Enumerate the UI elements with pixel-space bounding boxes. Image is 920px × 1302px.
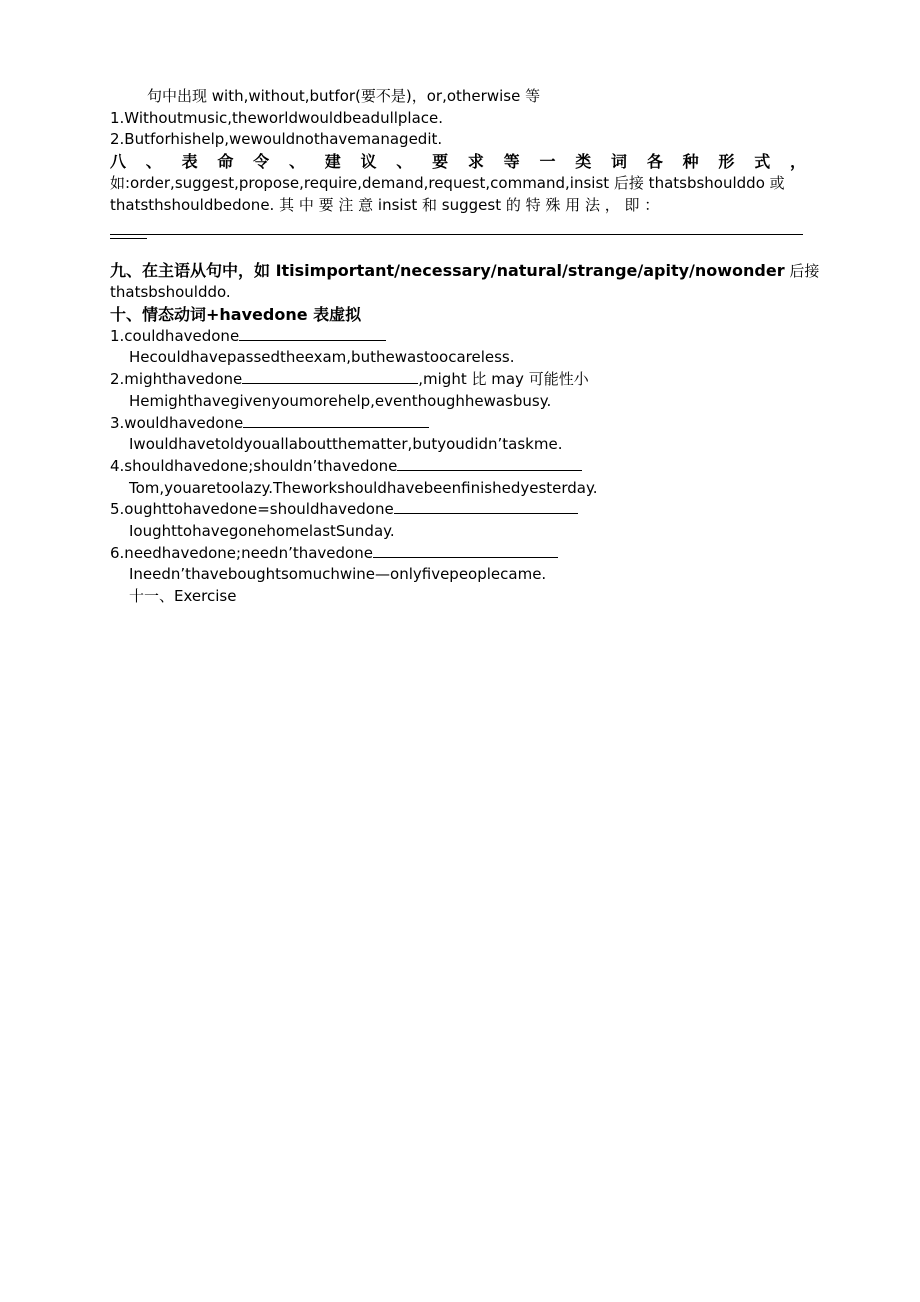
- item-3-example: Iwouldhavetoldyouallaboutthematter,butyoudidn’taskme.: [129, 435, 563, 454]
- item-6-blank[interactable]: [373, 543, 558, 558]
- item-6-example: Ineedn’thaveboughtsomuchwine—onlyfivepeoplecame.: [129, 565, 547, 584]
- example-line-2: 2.Butforhishelp,wewouldnothavemanagedit.: [110, 130, 443, 149]
- item-3-label: 3.wouldhavedone: [110, 413, 244, 432]
- section-9-heading: [110, 260, 820, 283]
- answer-line-full: [110, 216, 806, 238]
- item-4-label: 4.shouldhavedone;shouldn’thavedone: [110, 456, 398, 475]
- item-2-example: Hemighthavegivenyoumorehelp,eventhoughhewasbusy.: [129, 391, 552, 410]
- section-10-heading: 十、情态动词+havedone 表虚拟: [110, 305, 362, 324]
- section-9-heading-tail: 后接: [784, 261, 820, 280]
- example-line-1: 1.Withoutmusic,theworldwouldbeadullplace.: [110, 108, 444, 127]
- item-6: [110, 543, 806, 565]
- item-6-label: 6.needhavedone;needn’thavedone: [110, 543, 373, 562]
- section-8-body-1: 如:order,suggest,propose,require,demand,request,command,insist 后接 thatsbshoulddo 或: [110, 173, 785, 192]
- item-5: [110, 499, 806, 521]
- item-1-example: Hecouldhavepassedtheexam,buthewastoocareless.: [129, 348, 515, 367]
- item-2-blank[interactable]: [242, 369, 418, 384]
- item-5-label: 5.oughttohavedone=shouldhavedone: [110, 500, 394, 519]
- item-4-example: Tom,youaretoolazy.Theworkshouldhavebeenfinishedyesterday.: [129, 478, 598, 497]
- item-1-label: 1.couldhavedone: [110, 326, 240, 345]
- item-4: [110, 456, 806, 478]
- document-page: [110, 86, 820, 608]
- item-2: [110, 369, 806, 391]
- item-2-label: 2.mighthavedone: [110, 370, 243, 389]
- item-5-blank[interactable]: [394, 499, 578, 514]
- intro-line: 句中出现 with,without,butfor(要不是)，or,otherwise 等: [147, 87, 541, 105]
- section-8-body-2: thatsthshouldbedone. 其 中 要 注 意 insist 和 suggest 的 特 殊 用 法 ， 即 ：: [110, 195, 660, 214]
- section-9-body: thatsbshoulddo.: [110, 283, 231, 302]
- answer-line-short: [110, 238, 806, 260]
- section-9-heading-bold: 九、在主语从句中，如 Itisimportant/necessary/natural/strange/apity/nowonder: [110, 260, 785, 280]
- section-11-heading: 十一、Exercise: [129, 587, 237, 606]
- section-8-heading: 八、表命令、建议、要求等一类词各种形式，: [110, 152, 806, 172]
- item-4-blank[interactable]: [397, 456, 582, 471]
- item-3-blank[interactable]: [243, 413, 429, 428]
- item-1-blank[interactable]: [239, 326, 386, 341]
- item-1: [110, 326, 806, 348]
- item-2-tail: ,might 比 may 可能性小: [418, 370, 589, 389]
- item-5-example: IoughttohavegonehomelastSunday.: [129, 522, 395, 541]
- item-3: [110, 413, 806, 435]
